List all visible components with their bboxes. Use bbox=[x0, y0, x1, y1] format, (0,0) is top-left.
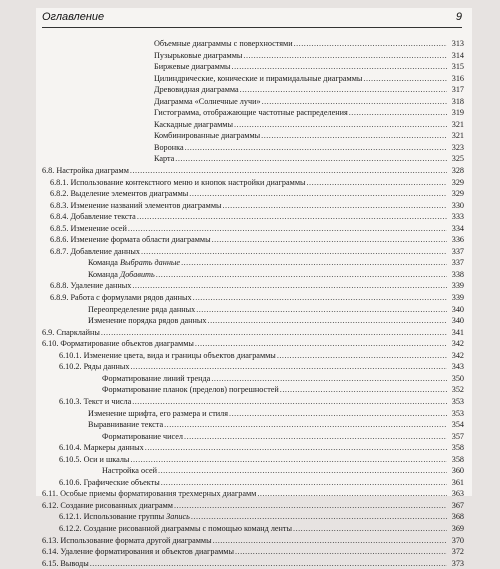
toc-entry bbox=[42, 454, 464, 466]
toc-entry-title-text: 6.9. Спарклайны bbox=[42, 327, 100, 337]
toc-entry-title-text: Карта bbox=[154, 154, 175, 164]
toc-entry bbox=[42, 96, 464, 108]
toc-entry-page: 358 bbox=[451, 443, 464, 453]
toc-entry-page: 354 bbox=[451, 420, 464, 430]
toc-entry-page: 334 bbox=[451, 223, 464, 233]
toc-entry-title bbox=[102, 373, 210, 385]
toc-entry-page: 317 bbox=[451, 85, 464, 95]
dot-leader bbox=[240, 84, 447, 96]
toc-entry-title-text: Настройка осей bbox=[102, 466, 158, 476]
dot-leader bbox=[164, 419, 447, 431]
toc-entry bbox=[42, 73, 464, 85]
toc-entry-page: 360 bbox=[451, 466, 464, 476]
toc-entry bbox=[42, 200, 464, 212]
toc-entry bbox=[42, 408, 464, 420]
toc-entry-title-text: Выравнивание текста bbox=[88, 420, 164, 430]
toc-entry bbox=[42, 223, 464, 235]
toc-entry-title-text: 6.10.2. Ряды данных bbox=[59, 362, 130, 372]
dot-leader bbox=[158, 465, 447, 477]
toc-entry bbox=[42, 361, 464, 373]
toc-entry-page: 369 bbox=[451, 523, 464, 533]
dot-leader bbox=[145, 442, 447, 454]
toc-entry-page: 329 bbox=[451, 177, 464, 187]
toc-entry bbox=[42, 535, 464, 547]
toc-entry-page: 342 bbox=[451, 350, 464, 360]
dot-leader bbox=[193, 292, 447, 304]
toc-entry-title-text: Комбинированные диаграммы bbox=[154, 131, 261, 141]
toc-entry-title bbox=[42, 558, 89, 569]
toc-entry-title bbox=[59, 396, 131, 408]
toc-entry-title bbox=[154, 107, 348, 119]
dot-leader bbox=[212, 234, 447, 246]
toc-entry-title bbox=[42, 546, 234, 558]
dot-leader bbox=[213, 535, 447, 547]
toc-entry-title bbox=[59, 511, 190, 523]
dot-leader bbox=[243, 50, 447, 62]
dot-leader bbox=[130, 165, 447, 177]
toc-entry-title bbox=[88, 408, 228, 420]
toc-entry-page: 372 bbox=[451, 547, 464, 557]
dot-leader bbox=[189, 188, 447, 200]
toc-entry-title bbox=[42, 488, 256, 500]
toc-entry-title bbox=[50, 200, 222, 212]
dot-leader bbox=[184, 431, 447, 443]
dot-leader bbox=[261, 130, 447, 142]
toc-entry bbox=[42, 500, 464, 512]
toc-entry bbox=[42, 234, 464, 246]
toc-entry-title bbox=[102, 384, 279, 396]
dot-leader bbox=[101, 327, 447, 339]
toc-entry-page: 339 bbox=[451, 293, 464, 303]
toc-entry-page: 353 bbox=[451, 396, 464, 406]
toc-entry-title-text: 6.8.2. Выделение элементов диаграммы bbox=[50, 189, 189, 199]
dot-leader bbox=[293, 523, 447, 535]
toc-entry bbox=[42, 246, 464, 258]
toc-entry-title bbox=[59, 442, 144, 454]
dot-leader bbox=[235, 546, 447, 558]
toc-entry-title bbox=[88, 315, 207, 327]
toc-entry-page: 363 bbox=[451, 489, 464, 499]
toc-entry-title-text: Цилиндрические, конические и пирамидальные диаграммы bbox=[154, 73, 363, 83]
toc-entry-page: 321 bbox=[451, 119, 464, 129]
toc-entry-title bbox=[59, 454, 129, 466]
toc-entry-title-text: 6.10.1. Изменение цвета, вида и границы объектов диаграммы bbox=[59, 350, 276, 360]
toc-entry bbox=[42, 153, 464, 165]
dot-leader bbox=[161, 477, 447, 489]
book-page bbox=[36, 8, 472, 568]
dot-leader bbox=[90, 558, 447, 569]
toc-entry bbox=[42, 107, 464, 119]
dot-leader bbox=[196, 304, 447, 316]
toc-entry-page: 367 bbox=[451, 500, 464, 510]
toc-entry-title-text: 6.14. Удаление форматирования и объектов диаграммы bbox=[42, 547, 234, 557]
toc-entry-title bbox=[42, 338, 194, 350]
toc-entry bbox=[42, 142, 464, 154]
toc-entry-title bbox=[59, 477, 160, 489]
toc-entry bbox=[42, 50, 464, 62]
toc-entry-title-text: 6.12.1. Использование группы bbox=[59, 512, 167, 522]
dot-leader bbox=[234, 119, 447, 131]
toc-entry-title bbox=[50, 280, 131, 292]
dot-leader bbox=[132, 396, 447, 408]
toc-entry-title-text: 6.11. Особые приемы форматирования трехмерных диаграмм bbox=[42, 489, 257, 499]
toc-entry-title-text: 6.10.3. Текст и числа bbox=[59, 396, 132, 406]
toc-entry-title bbox=[154, 73, 362, 85]
toc-entry-page: 373 bbox=[451, 558, 464, 568]
toc-entry-title bbox=[102, 465, 157, 477]
toc-entry-title bbox=[154, 142, 184, 154]
dot-leader bbox=[208, 315, 447, 327]
toc-entry bbox=[42, 292, 464, 304]
toc-entry-page: 368 bbox=[451, 512, 464, 522]
toc-entry bbox=[42, 511, 464, 523]
toc-entry-page: 340 bbox=[451, 304, 464, 314]
toc-entry bbox=[42, 488, 464, 500]
toc-entry-title bbox=[88, 257, 180, 269]
dot-leader bbox=[191, 511, 447, 523]
toc-entry-page: 313 bbox=[451, 39, 464, 48]
toc-entry bbox=[42, 211, 464, 223]
toc-entry-title bbox=[42, 500, 173, 512]
toc-entry-title-text: 6.8.9. Работа с формулами рядов данных bbox=[50, 293, 192, 303]
dot-leader bbox=[307, 177, 448, 189]
toc-entry-page: 314 bbox=[451, 50, 464, 60]
toc-entry-title bbox=[50, 246, 140, 258]
toc-entry-title-text: Изменение шрифта, его размера и стиля bbox=[88, 408, 229, 418]
toc-entry-title bbox=[59, 361, 129, 373]
toc-entry-title bbox=[88, 419, 163, 431]
toc-entry-page: 352 bbox=[451, 385, 464, 395]
toc-entry bbox=[42, 373, 464, 385]
toc-entry bbox=[42, 546, 464, 558]
toc-entry-title bbox=[154, 61, 231, 73]
toc-entry-title-text: 6.10.4. Маркеры данных bbox=[59, 443, 144, 453]
toc-entry-title bbox=[154, 130, 260, 142]
toc-entry-title-italic: Выбрать данные bbox=[119, 258, 181, 268]
toc-entry bbox=[42, 523, 464, 535]
toc-entry-title bbox=[42, 165, 129, 177]
toc-entry-title-text: Форматирование чисел bbox=[102, 431, 184, 441]
toc-entry-page: 318 bbox=[451, 96, 464, 106]
dot-leader bbox=[257, 488, 447, 500]
toc-entry-page: 341 bbox=[451, 327, 464, 337]
toc-entry-title-text: 6.13. Использование формата другой диаграммы bbox=[42, 535, 212, 545]
toc-entry-title bbox=[50, 211, 136, 223]
dot-leader bbox=[137, 211, 447, 223]
running-header bbox=[42, 10, 462, 28]
toc-entry-page: 343 bbox=[451, 362, 464, 372]
toc-entry bbox=[42, 119, 464, 131]
toc-entry bbox=[42, 465, 464, 477]
toc-entry bbox=[42, 384, 464, 396]
toc-entry bbox=[42, 477, 464, 489]
toc-entry-title-text: 6.8.8. Удаление данных bbox=[50, 281, 132, 291]
toc-entry-title-text: 6.8.7. Добавление данных bbox=[50, 246, 141, 256]
toc-entry-title-text: Команда bbox=[88, 269, 120, 279]
toc-entry-page: 316 bbox=[451, 73, 464, 83]
toc-entry-title-text: 6.10.5. Оси и шкалы bbox=[59, 454, 130, 464]
toc-entry-title-italic: Запись bbox=[166, 512, 190, 522]
toc-entry-page: 319 bbox=[451, 108, 464, 118]
toc-entry-title bbox=[42, 535, 212, 547]
toc-entry-title-text: Воронка bbox=[154, 142, 184, 152]
toc-entry-page: 361 bbox=[451, 477, 464, 487]
toc-entry-page: 323 bbox=[451, 142, 464, 152]
dot-leader bbox=[349, 107, 447, 119]
toc-entry-title-text: Переопределение ряда данных bbox=[88, 304, 196, 314]
toc-entry bbox=[42, 327, 464, 339]
toc-entry-title bbox=[88, 269, 155, 281]
dot-leader bbox=[141, 246, 447, 258]
toc-entry-title bbox=[59, 350, 276, 362]
toc-entry-title-italic: Добавить bbox=[119, 269, 155, 279]
dot-leader bbox=[223, 200, 448, 212]
toc-entry-page: 337 bbox=[451, 258, 464, 268]
toc-entry bbox=[42, 257, 464, 269]
dot-leader bbox=[280, 384, 447, 396]
toc-entry bbox=[42, 431, 464, 443]
dot-leader bbox=[132, 280, 447, 292]
toc-entry-title bbox=[50, 177, 306, 189]
toc-entry-title-text: Команда bbox=[88, 258, 120, 268]
toc-entry bbox=[42, 280, 464, 292]
toc-entry-title bbox=[59, 523, 292, 535]
toc-entry-page: 328 bbox=[451, 166, 464, 176]
toc-entry-title-text: Гистограмма, отображающие частотные распределения bbox=[154, 108, 348, 118]
dot-leader bbox=[229, 408, 447, 420]
toc-entry-title-text: 6.8.6. Изменение формата области диаграммы bbox=[50, 235, 211, 245]
toc-entry-title bbox=[154, 84, 239, 96]
toc-entry-title bbox=[50, 223, 127, 235]
toc-entry-title bbox=[50, 188, 188, 200]
toc-entry bbox=[42, 419, 464, 431]
toc-entry-page: 330 bbox=[451, 200, 464, 210]
toc-entry bbox=[42, 130, 464, 142]
toc-entry-page: 325 bbox=[451, 154, 464, 164]
toc-entry bbox=[42, 350, 464, 362]
toc-entry bbox=[42, 188, 464, 200]
toc-entry-title-text: 6.15. Выводы bbox=[42, 558, 89, 568]
toc-entry-title-text: Объемные диаграммы с поверхностями bbox=[154, 39, 293, 48]
toc-entry-title bbox=[50, 234, 211, 246]
toc-entry-page: 358 bbox=[451, 454, 464, 464]
toc-entry-title-text: Диаграмма «Солнечные лучи» bbox=[154, 96, 261, 106]
dot-leader bbox=[156, 269, 447, 281]
toc-entry-title-text: 6.8.5. Изменение осей bbox=[50, 223, 127, 233]
dot-leader bbox=[363, 73, 447, 85]
toc-entry-page: 338 bbox=[451, 269, 464, 279]
toc-entry-title-text: 6.12.2. Создание рисованной диаграммы с помощью команд ленты bbox=[59, 523, 293, 533]
toc-entry bbox=[42, 338, 464, 350]
toc-entry-page: 333 bbox=[451, 212, 464, 222]
toc-entry-page: 342 bbox=[451, 339, 464, 349]
dot-leader bbox=[174, 500, 447, 512]
toc-entry-title-text: 6.12. Создание рисованных диаграмм bbox=[42, 500, 173, 510]
toc-entry-title bbox=[50, 292, 192, 304]
toc-entry-page: 340 bbox=[451, 316, 464, 326]
toc-entry-title-text: 6.10.6. Графические объекты bbox=[59, 477, 160, 487]
dot-leader bbox=[195, 338, 447, 350]
toc-entry-title bbox=[154, 50, 242, 62]
toc-entry-title-text: Каскадные диаграммы bbox=[154, 119, 233, 129]
table-of-contents bbox=[42, 38, 464, 569]
toc-entry-title bbox=[154, 96, 261, 108]
dot-leader bbox=[262, 96, 447, 108]
toc-entry-page: 357 bbox=[451, 431, 464, 441]
header-title: Оглавление bbox=[42, 11, 105, 23]
toc-entry-title bbox=[102, 431, 183, 443]
dot-leader bbox=[294, 38, 447, 50]
dot-leader bbox=[130, 361, 447, 373]
toc-entry-title-text: 6.8.3. Изменение названий элементов диаграммы bbox=[50, 200, 222, 210]
toc-entry-title-text: 6.8.1. Использование контекстного меню и кнопок настройки диаграммы bbox=[50, 177, 306, 187]
header-page-number: 9 bbox=[455, 11, 462, 23]
dot-leader bbox=[277, 350, 447, 362]
toc-entry-title-text: Изменение порядка рядов данных bbox=[88, 316, 207, 326]
toc-entry bbox=[42, 558, 464, 569]
toc-entry-title bbox=[154, 153, 174, 165]
toc-entry bbox=[42, 84, 464, 96]
toc-entry bbox=[42, 396, 464, 408]
toc-entry-page: 336 bbox=[451, 235, 464, 245]
toc-entry bbox=[42, 38, 464, 50]
toc-entry bbox=[42, 61, 464, 73]
toc-entry-title bbox=[154, 119, 233, 131]
dot-leader bbox=[130, 454, 447, 466]
toc-entry-title-text: Форматирование планок (пределов) погрешностей bbox=[102, 385, 279, 395]
toc-entry bbox=[42, 442, 464, 454]
toc-entry-title bbox=[42, 327, 100, 339]
dot-leader bbox=[181, 257, 447, 269]
dot-leader bbox=[232, 61, 447, 73]
toc-entry-page: 353 bbox=[451, 408, 464, 418]
toc-entry-title bbox=[88, 304, 195, 316]
dot-leader bbox=[185, 142, 447, 154]
toc-entry-page: 370 bbox=[451, 535, 464, 545]
toc-entry-page: 329 bbox=[451, 189, 464, 199]
dot-leader bbox=[175, 153, 447, 165]
toc-entry-title-text: 6.8. Настройка диаграмм bbox=[42, 166, 129, 176]
toc-entry-page: 315 bbox=[451, 62, 464, 72]
toc-entry-page: 337 bbox=[451, 246, 464, 256]
toc-entry-title-text: Биржевые диаграммы bbox=[154, 62, 231, 72]
toc-entry bbox=[42, 269, 464, 281]
toc-entry bbox=[42, 165, 464, 177]
toc-entry-page: 350 bbox=[451, 373, 464, 383]
toc-entry bbox=[42, 177, 464, 189]
toc-entry-page: 339 bbox=[451, 281, 464, 291]
toc-entry-page: 321 bbox=[451, 131, 464, 141]
dot-leader bbox=[211, 373, 447, 385]
toc-entry bbox=[42, 304, 464, 316]
toc-entry-title-text: 6.10. Форматирование объектов диаграммы bbox=[42, 339, 194, 349]
toc-entry-title-text: Пузырьковые диаграммы bbox=[154, 50, 243, 60]
dot-leader bbox=[128, 223, 447, 235]
toc-entry-title-text: 6.8.4. Добавление текста bbox=[50, 212, 136, 222]
toc-entry-title bbox=[154, 38, 293, 50]
toc-entry bbox=[42, 315, 464, 327]
toc-entry-title-text: Форматирование линий тренда bbox=[102, 373, 211, 383]
toc-entry-title-text: Древовидная диаграмма bbox=[154, 85, 239, 95]
